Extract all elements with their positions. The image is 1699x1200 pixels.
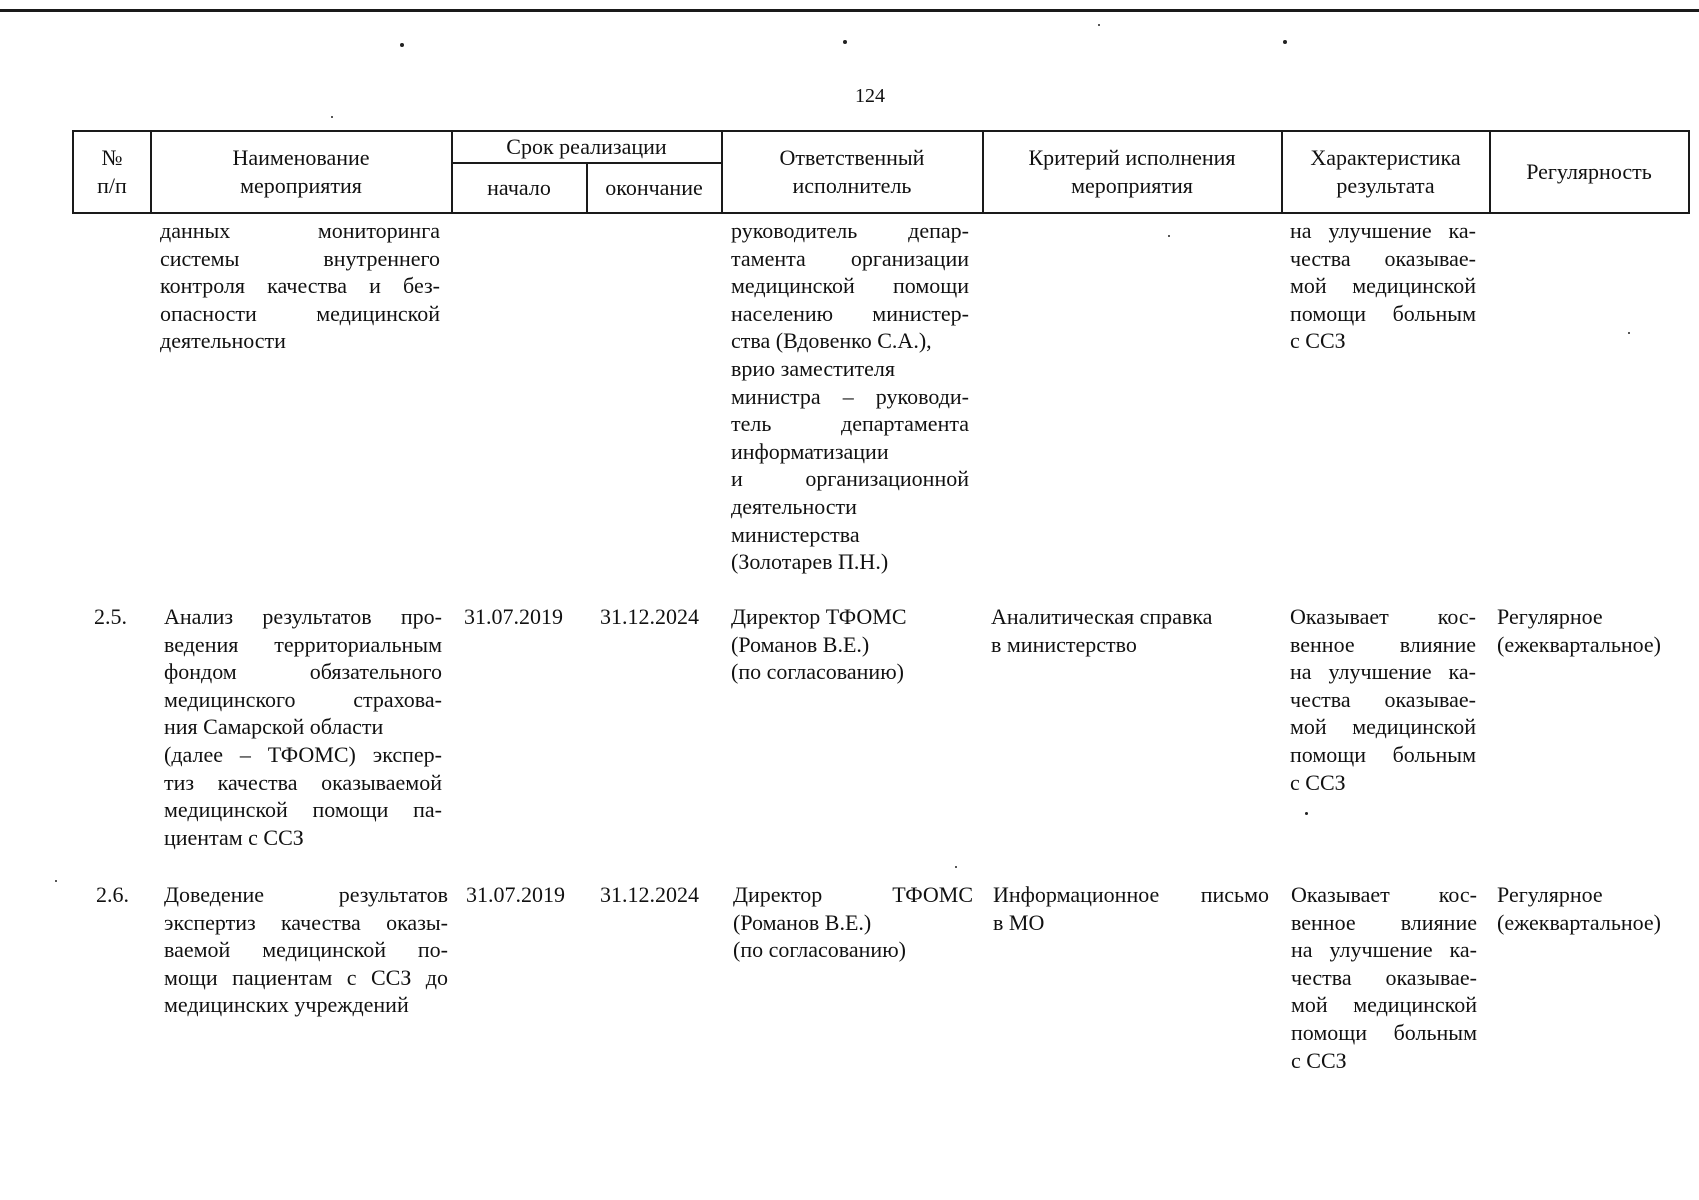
top-rule xyxy=(0,9,1699,12)
header-name: Наименование мероприятия xyxy=(232,145,370,198)
row-2-5-name: Анализ результатов про- ведения территориальным фондом обязательного медицинского страхова- ния Самарской области (далее – ТФОМС) экспер- тиз качества оказываемой медицинской помощи па- циентам с ССЗ xyxy=(164,604,442,850)
row-2-5-criterion: Аналитическая справка в министерство xyxy=(991,604,1213,657)
header-characteristic: Характеристика результата xyxy=(1310,145,1461,198)
header-term-end: окончание xyxy=(605,174,703,200)
header-num: № п/п xyxy=(97,145,127,198)
row-2-6-num: 2.6. xyxy=(96,882,129,907)
row-2-6-criterion: Информационное письмо в МО xyxy=(993,882,1269,935)
row-2-5-executor: Директор ТФОМС (Романов В.Е.) (по согласованию) xyxy=(731,604,907,685)
scan-speck xyxy=(1628,332,1630,334)
row-2-5-num: 2.5. xyxy=(94,604,127,629)
row-2-5-end: 31.12.2024 xyxy=(600,604,699,629)
table-header xyxy=(72,130,1690,214)
row-2-5-start: 31.07.2019 xyxy=(464,604,563,629)
row-2-6-end: 31.12.2024 xyxy=(600,882,699,907)
scan-speck xyxy=(55,880,57,882)
header-executor: Ответственный исполнитель xyxy=(779,145,925,198)
row-continuation-name: данных мониторинга системы внутреннего контроля качества и без- опасности медицинской деятельности xyxy=(160,218,440,354)
row-2-5-characteristic: Оказывает кос- венное влияние на улучшение ка- чества оказывае- мой медицинской помощи больным с ССЗ xyxy=(1290,604,1476,795)
scan-speck xyxy=(331,116,333,118)
scan-speck xyxy=(1168,235,1170,237)
row-2-6-name: Доведение результатов экспертиз качества оказы- ваемой медицинской по- мощи пациентам с ССЗ до медицинских учреждений xyxy=(164,882,448,1018)
row-2-6-regularity: Регулярное (ежеквартальное) xyxy=(1497,882,1662,935)
header-regularity: Регулярность xyxy=(1526,159,1652,184)
row-continuation-characteristic: на улучшение ка- чества оказывае- мой медицинской помощи больным с ССЗ xyxy=(1290,218,1476,354)
scan-speck xyxy=(1283,40,1287,44)
scan-speck xyxy=(1098,24,1100,26)
scan-speck xyxy=(843,40,847,44)
scan-speck xyxy=(1305,812,1308,815)
page-number: 124 xyxy=(855,85,885,107)
row-2-5-regularity: Регулярное (ежеквартальное) xyxy=(1497,604,1662,657)
header-criterion: Критерий исполнения мероприятия xyxy=(1028,145,1236,198)
header-term-start: начало xyxy=(487,174,551,200)
row-2-6-start: 31.07.2019 xyxy=(466,882,565,907)
header-term-group: Срок реализации xyxy=(506,134,667,159)
row-2-6-characteristic: Оказывает кос- венное влияние на улучшение ка- чества оказывае- мой медицинской помощи больным с ССЗ xyxy=(1291,882,1477,1073)
scan-speck xyxy=(400,43,404,47)
row-2-6-executor: Директор ТФОМС (Романов В.Е.) (по согласованию) xyxy=(733,882,973,963)
row-continuation-executor: руководитель депар- тамента организации медицинской помощи населению министер- ства (Вдовенко С.А.), врио заместителя министра – руководи- тель департамента информатизации и организационной деятельности министерства (Золотарев П.Н.) xyxy=(731,218,969,575)
scan-speck xyxy=(955,866,957,868)
